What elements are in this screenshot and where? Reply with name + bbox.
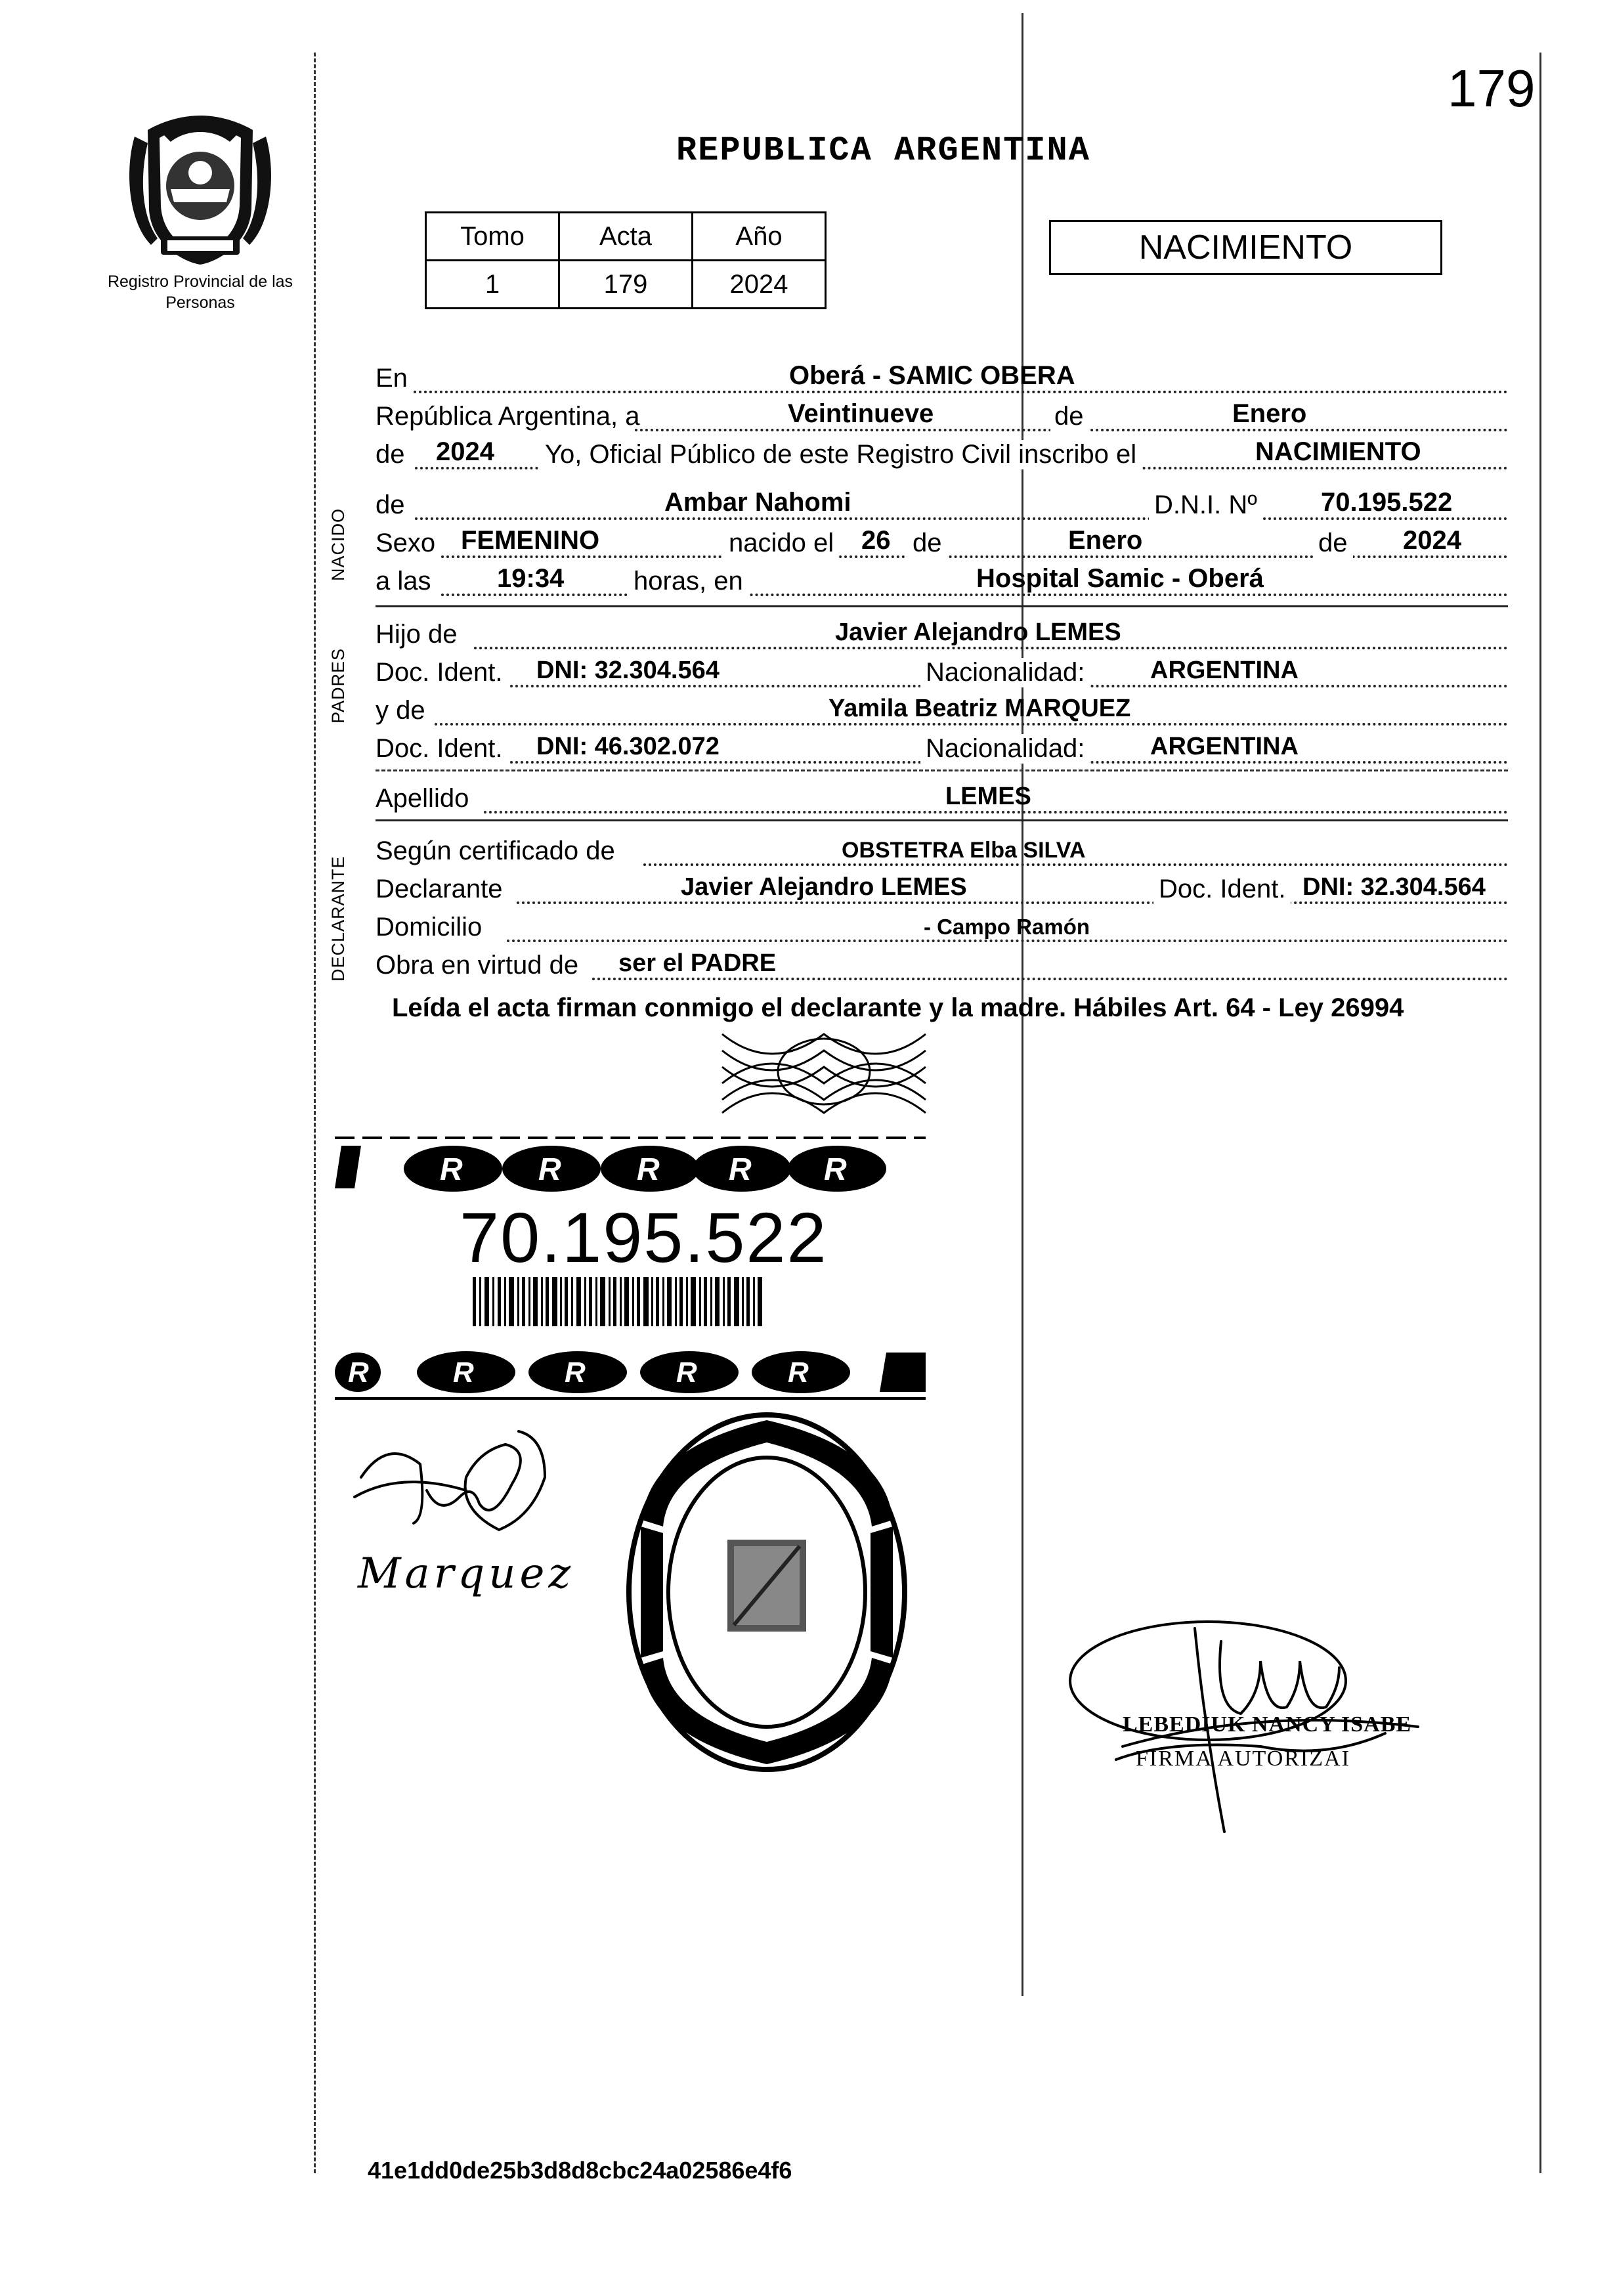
- declarante-doc-label: Doc. Ident.: [1153, 875, 1291, 904]
- en-label: En: [376, 364, 408, 393]
- line-certificado: [376, 831, 1508, 869]
- security-pattern-bottom: [335, 1343, 926, 1402]
- nacido-label: nacido el: [723, 529, 839, 558]
- divider-2: [376, 769, 1508, 771]
- divider-3: [376, 819, 1508, 821]
- y-de-label: y de: [376, 696, 425, 725]
- page-number: 179: [1448, 59, 1536, 118]
- father-nationality: ARGENTINA: [1150, 657, 1299, 684]
- line-apellido: [376, 778, 1508, 816]
- line-hora: [376, 561, 1508, 599]
- de-label-4: de: [907, 529, 947, 558]
- de-label-5: de: [1313, 529, 1353, 558]
- year-value: 2024: [436, 437, 494, 466]
- line-father-doc: [376, 652, 1508, 690]
- father-signature: [335, 1425, 551, 1536]
- svg-text:R: R: [676, 1356, 697, 1389]
- svg-text:R: R: [440, 1152, 463, 1187]
- hijo-label: Hijo de: [376, 620, 458, 649]
- birth-day: 26: [861, 526, 891, 555]
- book-header-anio: Año: [693, 213, 826, 261]
- line-hijo: [376, 614, 1508, 652]
- republica-label: República Argentina, a: [376, 402, 640, 431]
- divider-1: [376, 605, 1508, 607]
- book-value-anio: 2024: [693, 261, 826, 309]
- obra-value: ser el PADRE: [618, 949, 777, 977]
- father-doc-label: Doc. Ident.: [376, 658, 503, 687]
- father-name: Javier Alejandro LEMES: [835, 618, 1121, 646]
- certificado-value: OBSTETRA Elba SILVA: [842, 838, 1086, 863]
- apellido-value: LEMES: [945, 783, 1031, 810]
- obra-label: Obra en virtud de: [376, 951, 579, 980]
- dni-value: 70.195.522: [1321, 488, 1453, 517]
- declarante-doc: DNI: 32.304.564: [1302, 873, 1486, 901]
- svg-text:R: R: [348, 1356, 369, 1389]
- barcode-number: 70.195.522: [460, 1198, 828, 1277]
- declarante-label: Declarante: [376, 875, 503, 903]
- book-header-tomo: Tomo: [426, 213, 559, 261]
- security-pattern-top: [335, 1133, 926, 1192]
- official-signature: [1064, 1563, 1457, 1838]
- line-declarante: [376, 869, 1508, 907]
- horas-label: horas, en: [628, 567, 748, 596]
- book-table: [425, 211, 827, 309]
- svg-text:R: R: [453, 1356, 474, 1389]
- side-label-padres: PADRES: [328, 647, 348, 724]
- line-mother-doc: [376, 728, 1508, 766]
- side-label-nacido: NACIDO: [328, 508, 348, 581]
- yo-label: Yo, Oficial Público de este Registro Civil inscribo el: [540, 440, 1142, 469]
- a-las-label: a las: [376, 567, 431, 596]
- month-value: Enero: [1232, 399, 1307, 428]
- name-value: Ambar Nahomi: [664, 488, 851, 517]
- en-value: Oberá - SAMIC OBERA: [789, 361, 1075, 390]
- line-republica: [376, 396, 1508, 434]
- mother-nationality-label: Nacionalidad:: [920, 734, 1090, 764]
- barcode-icon: [473, 1277, 768, 1326]
- certificado-label: Según certificado de: [376, 836, 615, 865]
- book-value-tomo: 1: [426, 261, 559, 309]
- right-margin-line: [1539, 53, 1541, 2173]
- official-stamp-name: LEBEDIUK NANCY ISABE: [1123, 1712, 1412, 1737]
- official-role: FIRMA AUTORIZAI: [1136, 1746, 1350, 1771]
- birth-year: 2024: [1403, 526, 1461, 555]
- apellido-label: Apellido: [376, 784, 469, 813]
- province-shield-icon: [121, 110, 279, 268]
- closing-statement: Leída el acta firman conmigo el declarante y la madre. Hábiles Art. 64 - Ley 26994: [392, 993, 1404, 1022]
- line-obra: [376, 945, 1508, 983]
- registry-label: Registro Provincial de las Personas: [107, 272, 293, 312]
- sexo-label: Sexo: [376, 529, 436, 557]
- dni-label: D.N.I. Nº: [1149, 490, 1262, 520]
- line-name: [376, 485, 1508, 523]
- security-seal-icon: [719, 1028, 929, 1116]
- line-y-de: [376, 690, 1508, 728]
- book-header-acta: Acta: [559, 213, 693, 261]
- svg-text:R: R: [788, 1356, 809, 1389]
- declarante-value: Javier Alejandro LEMES: [681, 873, 967, 901]
- line-sexo: [376, 523, 1508, 561]
- svg-text:R: R: [565, 1356, 586, 1389]
- book-value-acta: 179: [559, 261, 693, 309]
- svg-text:R: R: [538, 1152, 561, 1187]
- sexo-value: FEMENINO: [461, 526, 600, 555]
- republic-title: REPUBLICA ARGENTINA: [676, 131, 1090, 170]
- svg-text:R: R: [729, 1152, 752, 1187]
- official-stamp: [622, 1408, 911, 1776]
- line-yo: [376, 434, 1508, 472]
- mother-doc-label: Doc. Ident.: [376, 734, 503, 763]
- line-domicilio: [376, 907, 1508, 945]
- de-label-2: de: [376, 440, 405, 469]
- de-label: de: [1050, 402, 1088, 431]
- day-value: Veintinueve: [788, 399, 934, 428]
- father-nationality-label: Nacionalidad:: [920, 658, 1090, 687]
- act-type-box: NACIMIENTO: [1049, 220, 1442, 275]
- document-hash: 41e1dd0de25b3d8d8cbc24a02586e4f6: [368, 2157, 792, 2184]
- inscribo-value: NACIMIENTO: [1255, 437, 1421, 466]
- line-en: [376, 358, 1508, 396]
- mother-doc: DNI: 46.302.072: [536, 733, 720, 760]
- place-value: Hospital Samic - Oberá: [976, 564, 1264, 593]
- birth-month: Enero: [1068, 526, 1143, 555]
- mother-signature: Marquez: [358, 1549, 575, 1598]
- left-margin-line: [314, 53, 316, 2173]
- hour-value: 19:34: [497, 564, 565, 593]
- father-doc: DNI: 32.304.564: [536, 657, 720, 684]
- side-label-declarante: DECLARANTE: [328, 856, 348, 982]
- domicilio-value: - Campo Ramón: [924, 915, 1090, 939]
- domicilio-label: Domicilio: [376, 913, 483, 942]
- mother-nationality: ARGENTINA: [1150, 733, 1299, 760]
- svg-text:R: R: [824, 1152, 847, 1187]
- svg-text:R: R: [637, 1152, 660, 1187]
- de-label-3: de: [376, 490, 405, 519]
- mother-name: Yamila Beatriz MARQUEZ: [828, 695, 1131, 722]
